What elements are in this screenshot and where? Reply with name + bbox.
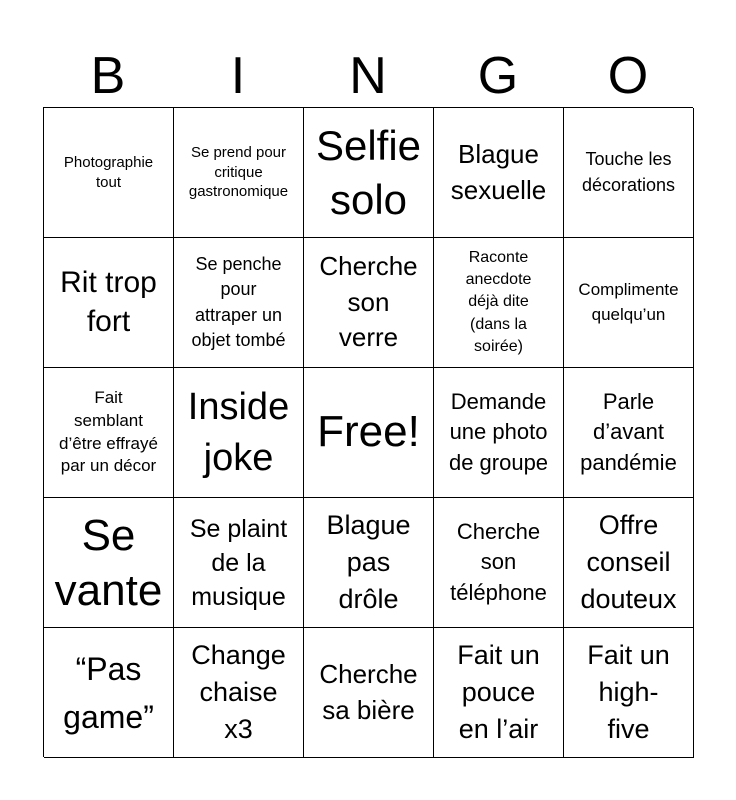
cell-text: Se prend pour critique gastronomique <box>188 144 289 201</box>
bingo-cell[interactable] <box>304 498 434 628</box>
bingo-cell[interactable] <box>434 108 564 238</box>
header-letter-n: N <box>349 47 387 105</box>
cell-text: Complimente quelqu’un <box>578 279 679 324</box>
cell-text: Raconte anecdote déjà dite (dans la soirée) <box>465 249 532 355</box>
bingo-cell[interactable] <box>434 368 564 498</box>
cell-text: Se plaint de la musique <box>189 514 288 611</box>
cell-text: Parle d’avant pandémie <box>580 388 677 475</box>
bingo-cell[interactable] <box>174 108 304 238</box>
bingo-cell[interactable] <box>564 108 694 238</box>
bingo-cell[interactable] <box>44 498 174 628</box>
bingo-board <box>43 107 693 757</box>
bingo-cell[interactable] <box>174 628 304 758</box>
cell-text: Photographie tout <box>63 154 154 191</box>
cell-text: Cherche son téléphone <box>450 518 547 605</box>
bingo-cell[interactable] <box>44 238 174 368</box>
bingo-cell[interactable] <box>304 628 434 758</box>
cell-text: Demande une photo de groupe <box>448 388 549 475</box>
bingo-cell free-cell[interactable] <box>304 368 434 498</box>
cell-text: Se penche pour attraper un objet tombé <box>191 254 286 350</box>
bingo-cell[interactable] <box>174 368 304 498</box>
bingo-cell[interactable] <box>434 238 564 368</box>
free-space-text: Free! <box>317 407 420 457</box>
cell-text: Fait un pouce en l’air <box>457 639 540 745</box>
bingo-cell[interactable] <box>434 628 564 758</box>
cell-text: Blague sexuelle <box>450 138 547 205</box>
bingo-cell[interactable] <box>44 368 174 498</box>
cell-text: Blague pas drôle <box>326 509 411 615</box>
cell-text: Touche les décorations <box>581 149 676 195</box>
cell-text: Fait semblant d’être effrayé par un décor <box>59 387 158 476</box>
bingo-cell[interactable] <box>304 238 434 368</box>
bingo-cell[interactable] <box>434 498 564 628</box>
cell-text: “Pas game” <box>63 650 154 735</box>
bingo-cell[interactable] <box>564 368 694 498</box>
bingo-cell[interactable] <box>564 238 694 368</box>
cell-text: Cherche son verre <box>319 250 418 353</box>
cell-text: Cherche sa bière <box>319 658 418 725</box>
cell-text: Rit trop fort <box>60 266 157 338</box>
header-letter-i: I <box>230 47 246 105</box>
bingo-cell[interactable] <box>564 498 694 628</box>
cell-text: Inside joke <box>187 385 290 479</box>
bingo-cell[interactable] <box>304 108 434 238</box>
header-letter-g: G <box>477 47 519 105</box>
bingo-cell[interactable] <box>44 108 174 238</box>
header-letter-b: B <box>90 47 126 105</box>
cell-text: Offre conseil douteux <box>580 509 677 615</box>
cell-text: Change chaise x3 <box>191 639 286 745</box>
bingo-header <box>43 44 693 108</box>
cell-text: Selfie solo <box>315 121 422 223</box>
cell-text: Fait un high- five <box>587 639 670 745</box>
bingo-cell[interactable] <box>564 628 694 758</box>
bingo-cell[interactable] <box>174 498 304 628</box>
bingo-cell[interactable] <box>44 628 174 758</box>
bingo-cell[interactable] <box>174 238 304 368</box>
header-letter-o: O <box>607 47 649 105</box>
cell-text: Se vante <box>54 510 163 615</box>
